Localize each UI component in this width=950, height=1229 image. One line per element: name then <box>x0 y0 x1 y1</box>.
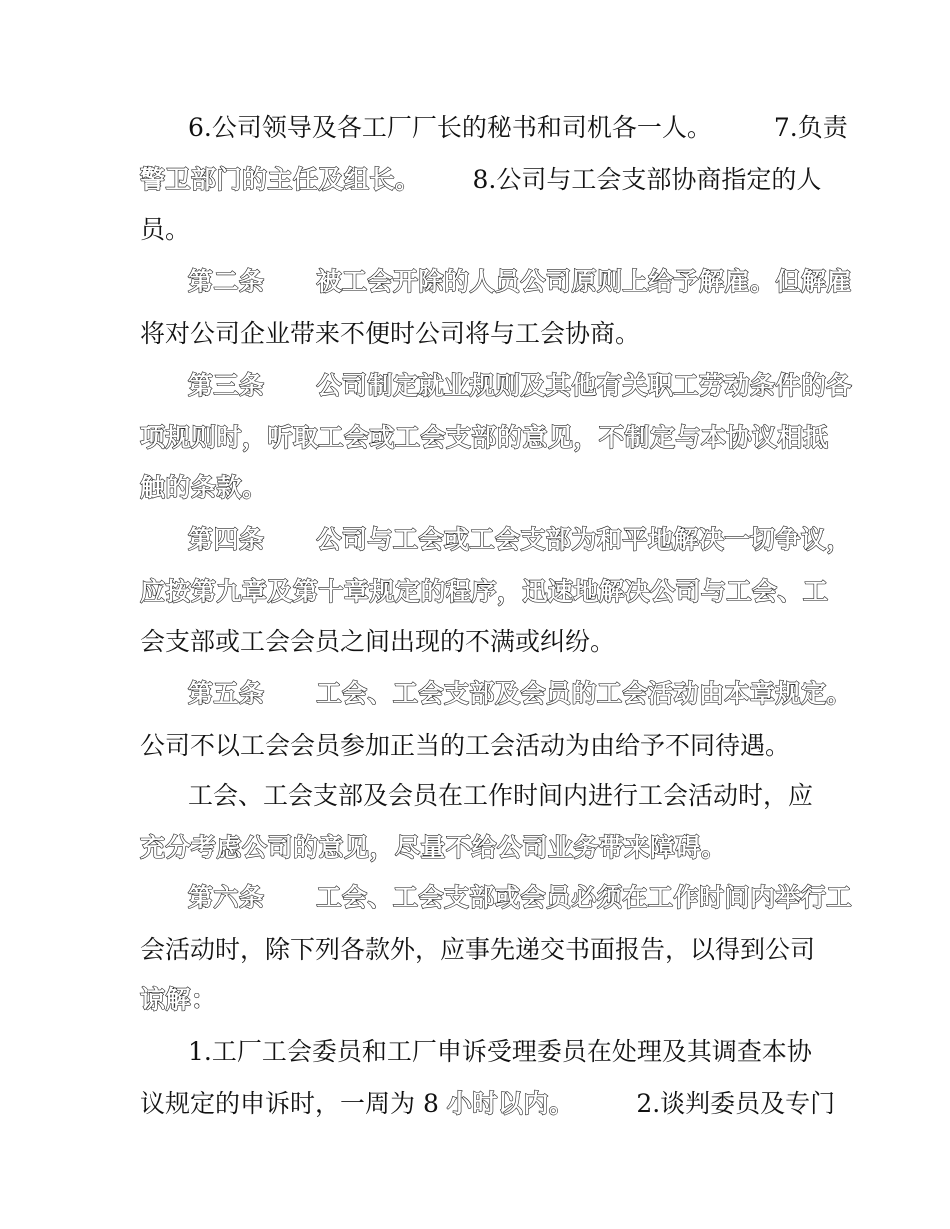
article-number: 第四条 <box>188 525 265 554</box>
article-heading-line <box>188 878 853 918</box>
text-segment: 公司与工会或工会支部为和平地解决一切争议， <box>316 525 853 554</box>
text-segment: 会活动时，除下列各款外，应事先递交书面报告，以得到公司 <box>140 935 816 964</box>
article-number: 第五条 <box>188 679 265 708</box>
article-heading-line <box>188 262 853 302</box>
text-segment: 会支部或工会会员之间出现的不满或纠纷。 <box>140 627 616 656</box>
text-segment: 1.工厂工会委员和工厂申诉受理委员在处理及其调查本协 <box>188 1037 812 1066</box>
text-line <box>140 210 810 250</box>
text-segment: 应按第九章及第十章规定的程序，迅速地解决公司与工会、工 <box>140 577 829 606</box>
text-line <box>140 314 810 354</box>
text-line <box>188 108 848 148</box>
text-line <box>140 1084 836 1124</box>
text-line <box>140 572 829 612</box>
text-segment-outlined: 警卫部门的主任及组长。 <box>140 165 421 194</box>
text-segment: 工会、工会支部及会员的工会活动由本章规定。 <box>316 679 853 708</box>
text-line <box>140 468 810 508</box>
text-line <box>140 726 810 766</box>
text-segment: 将对公司企业带来不便时公司将与工会协商。 <box>140 319 641 348</box>
article-heading-line <box>188 520 853 560</box>
text-line <box>140 828 810 868</box>
text-segment-outlined: 小时以内。 <box>446 1089 575 1118</box>
text-segment: 工会、工会支部及会员在工作时间内进行工会活动时，应 <box>188 781 814 810</box>
text-segment: 8.公司与工会支部协商指定的人 <box>472 165 822 194</box>
text-segment: 谅解： <box>140 985 217 1014</box>
text-line <box>188 776 814 816</box>
text-segment: 工会、工会支部或会员必须在工作时间内举行工 <box>316 883 853 912</box>
text-segment: 议规定的申诉时，一周为 8 <box>140 1089 447 1118</box>
article-heading-line <box>188 366 853 406</box>
text-segment: 被工会开除的人员公司原则上给予解雇。但解雇 <box>316 267 853 296</box>
text-segment: 项规则时，听取工会或工会支部的意见，不制定与本协议相抵 <box>140 423 829 452</box>
text-line <box>188 1032 810 1072</box>
article-heading-line <box>188 674 853 714</box>
article-number: 第二条 <box>188 267 265 296</box>
text-line <box>140 980 810 1020</box>
text-line <box>140 930 816 970</box>
text-line <box>140 418 829 458</box>
text-segment: 2.谈判委员及专门 <box>636 1089 836 1118</box>
article-number: 第六条 <box>188 883 265 912</box>
text-segment: 员。 <box>140 215 191 244</box>
text-segment: 6.公司领导及各工厂厂长的秘书和司机各一人。 <box>188 113 712 142</box>
text-line <box>140 160 822 200</box>
text-segment: 充分考虑公司的意见，尽量不给公司业务带来障碍。 <box>140 833 727 862</box>
text-segment: 7.负责 <box>773 113 848 142</box>
text-line <box>140 622 810 662</box>
article-number: 第三条 <box>188 371 265 400</box>
text-segment: 公司制定就业规则及其他有关职工劳动条件的各 <box>316 371 853 400</box>
text-segment: 公司不以工会会员参加正当的工会活动为由给予不同待遇。 <box>140 731 791 760</box>
text-segment: 触的条款。 <box>140 473 268 502</box>
